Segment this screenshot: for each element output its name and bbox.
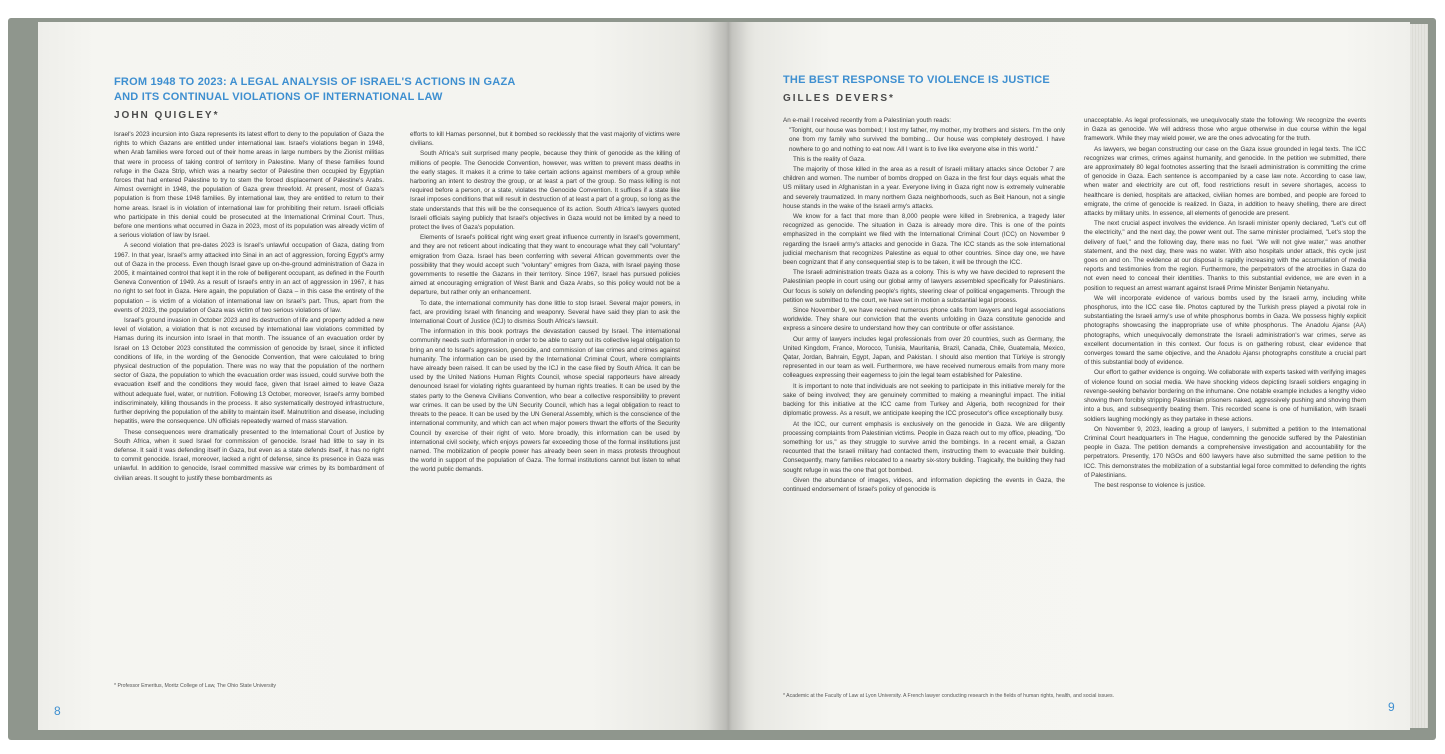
paragraph: An e-mail I received recently from a Palestinian youth reads: <box>783 117 951 124</box>
author-name: GILLES DEVERS* <box>783 93 895 104</box>
paragraph: To date, the international community has done little to stop Israel. Several major powers, in fact, are providing Israel with financing and weaponry. Several have said they plan to ask the International Court of Justice (ICJ) to dismiss South Africa's lawsuit. <box>410 299 680 326</box>
paragraph: This is the reality of Gaza. <box>793 155 866 163</box>
paragraph: As lawyers, we began constructing our case on the Gaza issue grounded in legal texts. The ICC recognizes war crimes, crimes against humanity, and genocide. In the petition we submitted, there are approximately 80 legal footnotes asserting that the Israeli administration is committing the crime of genocide in Gaza. Each sentence is accompanied by a case law note. According to case law, when water and electricity are cut off, food restrictions result in severe shortages, access to healthcare is denied, hospitals are attacked, civilian homes are bombed, and people are forced to emigrate, the crime of genocide is realized. In Gaza, in addition to heavy shelling, there are direct attacks by military units. In essence, all elements of genocide are present. <box>1084 145 1366 218</box>
footnote: * Professor Emeritus, Moritz College of Law, The Ohio State University <box>114 683 276 689</box>
paragraph: Our effort to gather evidence is ongoing. We collaborate with experts tasked with verifying images of violence found on social media. We have shocking videos depicting Israeli soldiers engaging in revenge-seeking behavior bordering on the inhumane. One notable example includes a lengthy video showing them forcibly stripping Palestinian prisoners naked, aggressively pushing and shoving them into a bus, and subsequently beating them. This recorded scene is one of humiliation, with Israeli soldiers laughing mockingly as they partake in these actions. <box>1084 369 1366 423</box>
right-column-1 <box>783 116 1065 690</box>
paragraph: Israel's 2023 incursion into Gaza represents its latest effort to deny to the population of Gaza the rights to which Gazans are entitled under international law. Israel's violations began in 1948, when Arab families were forced out of their home areas in large numbers by the Zionist militias that were in process of taking control of territory in Palestine. Many of these families found refuge in the Gaza Strip, which was a nearby sector of Palestine then occupied by Egyptian forces that had entered Palestine to try to stem the forced displacement of Palestine's Arabs. Almost overnight in 1948, the population of Gaza grew threefold. At present, most of Gaza's population is from these 1948 families. By international law, they are entitled to return to their home areas. Israel is in violation of international law for prohibiting their return. Israeli officials who participate in this denial could be prosecuted at the International Criminal Court. Thus, before one mentions what occurred in Gaza in 2023, most of its population was already victim of a serious violation of law by Israel. <box>114 131 384 240</box>
author-name: JOHN QUIGLEY* <box>114 110 220 121</box>
paragraph: unacceptable. As legal professionals, we unequivocally state the following: We recognize the events in Gaza as genocide. We will address those who argue otherwise in due course within the legal framework. While they may wield power, we are the ones advocating for the truth. <box>1084 117 1366 143</box>
article-title: THE BEST RESPONSE TO VIOLENCE IS JUSTICE <box>783 74 1050 86</box>
paragraph: On November 9, 2023, leading a group of lawyers, I submitted a petition to the International Criminal Court headquarters in The Hague, condemning the genocide suffered by the Palestinian people in Gaza. The petition demands a comprehensive investigation and accountability for the perpetrators. Presently, 170 NGOs and 600 lawyers have also submitted the same petition to the ICC. This demonstrates the mobilization of a substantial legal force committed to defending the rights of Palestinians. <box>1084 425 1366 479</box>
page-number: 9 <box>1388 700 1395 714</box>
paragraph: Israel's ground invasion in October 2023 and its destruction of life and property added a new level of violation, a violation that is not excused by international law violations committed by Hamas during its incursion into Israel in that month. The issuance of an evacuation order by Israel on 13 October 2023 constituted the commission of genocide by Israel, since it inflicted conditions of life, in the wording of the Genocide Convention, that were calculated to bring physical destruction of the population. There was no way that the population of the northern sector of Gaza, the population to which the evacuation order was issued, could survive both the evacuation itself and the conditions they would face, given that Israel aimed to leave Gaza without adequate fuel, water, or nutrition. Following 13 October, moreover, Israel's army bombed indiscriminately, killing thousands in the process. It also systematically destroyed infrastructure, further depriving the population of the ability to maintain itself. Malnutrition and disease, including hepatitis, were the consequence. UN officials repeatedly warned of mass starvation. <box>114 317 384 426</box>
page-edges <box>1408 24 1428 728</box>
paragraph: These consequences were dramatically presented to the International Court of Justice by South Africa, when it sued Israel for commission of genocide. Israel had little to say in its defense. It said it was defending itself in Gaza, but even as a state defends itself, it has no right to commit genocide. Israel, moreover, lacked a right of defense, since its presence in Gaza was unlawful. In addition to genocide, Israel committed massive war crimes by its bombardment of civilian areas. It sought to justify these bombardments as <box>114 428 384 482</box>
paragraph: Elements of Israel's political right wing exert great influence currently in Israel's government, and they are not reticent about indicating that they want to encourage what they call "voluntary" emigration from Gaza. Israel has been conferring with several African governments over the possibility that they would accept such "voluntary" emigres from Gaza, with Israel paying those governments to resettle the Gazans in their territory. Since 1967, Israel has pursued policies aimed at encouraging emigration of West Bank and Gaza Arabs, so this policy would not be a departure, but rather only an enhancement. <box>410 234 680 297</box>
paragraph: At the ICC, our current emphasis is exclusively on the genocide in Gaza. We are diligently processing complaints from Palestinian victims. People in Gaza reach out to my office, pleading, "Do something for us," as they struggle to survive amid the bombings. In a recent email, a Gazan recounted that the Israeli military had contacted them, instructing them to evacuate their building. Consequently, many families relocated to a nearby six-story building. Tragically, the building they had sought refuge in was the one that got bombed. <box>783 420 1065 474</box>
paragraph: Given the abundance of images, videos, and information depicting the events in Gaza, the continued endorsement of Israel's policy of genocide is <box>783 476 1065 493</box>
left-column-1 <box>114 130 384 678</box>
paragraph: The information in this book portrays the devastation caused by Israel. The international community needs such information in order to be able to carry out its collective legal obligation to bring an end to Israel's aggression, genocide, and commission of law crimes and crimes against humanity. The information can be used by the International Criminal Court, where complaints have already been raised. It can be used by the ICJ in the case filed by South Africa. It can be used by the United Nations Human Rights Council, whose special rapporteurs have already denounced Israel for violating rights guaranteed by human rights treaties. It can be used by the states party to the Geneva Civilians Convention, who bear a collective responsibility to prevent war crimes. It can be used by the UN Security Council, which has a legal obligation to react to threats to the peace. It can be used by the UN General Assembly, which is the conscience of the international community, and which can act when major powers thwart the efforts of the Security Council by exercise of their right of veto. More broadly, this information can be used by international civil society, which enjoys powers far exceeding those of the formal institutions just named. The mobilization of people power has already been seen in mass protests throughout the world in support of the population of Gaza. The formal institutions cannot but listen to what the world public demands. <box>410 328 680 474</box>
left-column-2 <box>410 130 680 678</box>
article-title-line-2: AND ITS CONTINUAL VIOLATIONS OF INTERNATIONAL LAW <box>114 91 443 103</box>
article-title-line-1: FROM 1948 TO 2023: A LEGAL ANALYSIS OF ISRAEL'S ACTIONS IN GAZA <box>114 76 516 88</box>
paragraph: The Israeli administration treats Gaza as a colony. This is why we have decided to represent the Palestinian people in court using our global army of lawyers assembled specifically for Palestinians. Our focus is solely on defending people's rights, steering clear of political engagements. Through the petition we submitted to the court, we have set in motion a substantial legal process. <box>783 269 1065 304</box>
open-book <box>8 14 1436 740</box>
paragraph: "Tonight, our house was bombed; I lost my father, my mother, my brothers and sisters. I'm the only one from my family who survived the bombing... Our house was completely destroyed. I have nowhere to go and nothing to eat now. All I want is to live like everyone else in this world." <box>789 127 1065 153</box>
paragraph: We know for a fact that more than 8,000 people were killed in Srebrenica, a tragedy later recognized as genocide. The situation in Gaza is already more dire. This is one of the points emphasized in the complaint we filed with the International Criminal Court (ICC) on November 9 regarding the Israeli army's attacks and genocide in Gaza. The ICC stands as the sole international judicial mechanism that recognizes Palestine as equal to other countries. Since day one, we have been cognizant that if any consequential step is to be taken, it will be through the ICC. <box>783 213 1065 267</box>
left-page <box>38 22 728 730</box>
paragraph: The majority of those killed in the area as a result of Israeli military attacks since October 7 are children and women. The number of bombs dropped on Gaza in the first four days equals what the US military used in Afghanistan in a year. Everyone living in Gaza right now is extremely vulnerable and severely traumatized. In many northern Gaza neighborhoods, such as Beit Hanoun, not a single house stands in the wake of the Israeli army's attacks. <box>783 166 1065 210</box>
right-column-2 <box>1084 116 1366 690</box>
paragraph: It is important to note that individuals are not seeking to participate in this initiative merely for the sake of being involved; they are genuinely committed to making a meaningful impact. The initial backing for this initiative at the ICC came from Turkey and Algeria, both recognized for their diplomatic prowess. As a result, we anticipate keeping the ICC prosecutor's office exceptionally busy. <box>783 382 1065 418</box>
paragraph: Since November 9, we have received numerous phone calls from lawyers and legal associations worldwide. They share our conviction that the events unfolding in Gaza constitute genocide and express a sincere desire to understand how they can contribute or offer assistance. <box>783 307 1065 333</box>
paragraph: The best response to violence is justice. <box>1094 481 1206 489</box>
right-page <box>728 22 1410 730</box>
paragraph: Our army of lawyers includes legal professionals from over 20 countries, such as Germany, the United Kingdom, France, Morocco, Tunisia, Mauritania, Brazil, Canada, Chile, Guatemala, Mexico, Qatar, Jordan, Bahrain, Egypt, Japan, and Pakistan. I should also mention that Türkiye is strongly represented in our team as well. Furthermore, we have received numerous emails from many more colleagues expressing their eagerness to join the legal team established for Palestine. <box>783 335 1065 380</box>
paragraph: We will incorporate evidence of various bombs used by the Israeli army, including white phosphorus, into the ICC case file. Photos captured by the Turkish press played a pivotal role in substantiating the Israeli army's use of white phosphorus bombs in Gaza. We possess highly explicit photographs showcasing the inappropriate use of white phosphorus. The Anadolu Ajansı (AA) photographs, which unequivocally demonstrate the Israeli administration's war crimes, serve as excellent documentation in this context. Our focus is on gathering robust, clear evidence that converges toward the same objective, and the Anadolu Ajansı photographs constitute a crucial part of this substantial body of evidence. <box>1084 294 1366 367</box>
paragraph: South Africa's suit surprised many people, because they think of genocide as the killing of millions of people. The Genocide Convention, however, was written to prevent mass deaths in the early stages. It makes it a crime to take certain actions against members of a group while harboring an intent to destroy the group, or at least a part of the group. So mass killing is not required before a person, or a state, violates the Genocide Convention. It suffices if a state like Israel imposes conditions that will result in destruction of at least a part of a group, so long as the state understands that this will be the consequence of its action. South Africa's lawyers quoted Israeli officials saying publicly that Israel's objectives in Gaza would not be limited by a need to protect the lives of Gaza's population. <box>410 150 680 232</box>
page-number: 8 <box>54 704 61 718</box>
footnote: * Academic at the Faculty of Law at Lyon University. A French lawyer conducting research in the fields of human rights, health, and social issues. <box>783 693 1115 699</box>
paragraph: The next crucial aspect involves the evidence. An Israeli minister openly declared, "Let's cut off the electricity," and the next day, the power went out. The same minister proclaimed, "Let's stop the delivery of fuel," and the following day, there was no fuel. "We will not give water," was another statement, and the next day, there was no water. With also hospitals under attack, this cycle just goes on and on. The evidence at our disposal is rapidly increasing with the accumulation of media reports and testimonies from the region. Furthermore, the perpetrators of the atrocities in Gaza do not even need to conceal their identities. Thanks to this substantial evidence, we are even in a position to request an arrest warrant against Israeli Prime Minister Benjamin Netanyahu. <box>1084 220 1366 292</box>
paragraph: efforts to kill Hamas personnel, but it bombed so recklessly that the vast majority of victims were civilians. <box>410 131 680 148</box>
paragraph: A second violation that pre-dates 2023 is Israel's unlawful occupation of Gaza, dating from 1967. In that year, Israel's army attacked into Sinai in an act of aggression, forcing Egypt's army out of Gaza in the process. Even though Israel gave up on-the-ground administration of Gaza in 2005, it maintained control that kept it in the role of belligerent occupant, as defined in the Fourth Geneva Convention of 1949. As a result of Israel's entry in an act of aggression in 1967, it has no right to set foot in Gaza. Here again, the population of Gaza – in this case the entirety of the population – is victim of a violation of international law on Israel's part. Thus, apart from the events of 2023, the population of Gaza was victim of two serious violations of law. <box>114 242 384 314</box>
